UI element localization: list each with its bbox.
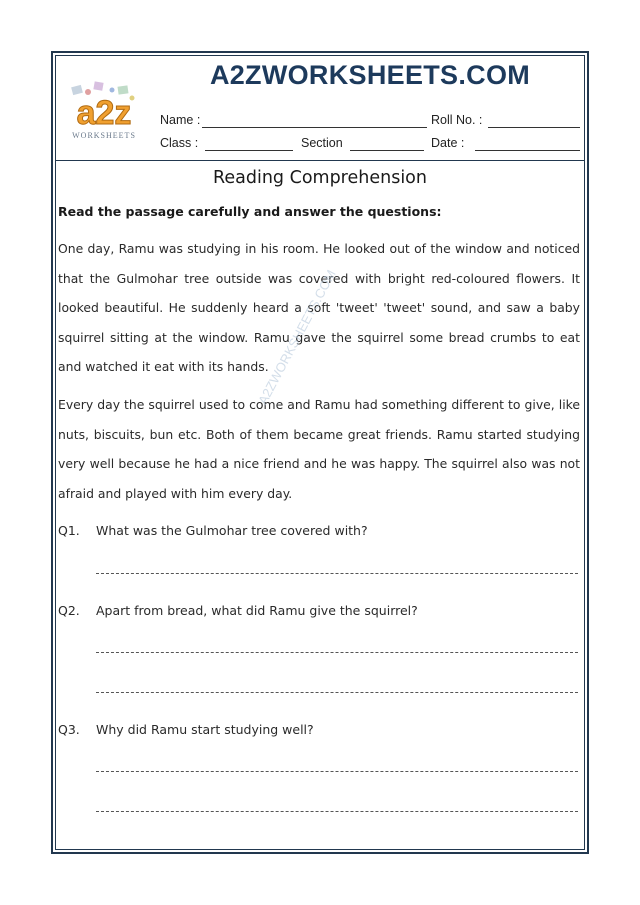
date-label: Date : xyxy=(431,136,465,150)
passage-paragraph-1: One day, Ramu was studying in his room. He looked out of the window and noticed that the Gulmohar tree outside was covered with bright red-coloured flowers. It looked beautiful. He suddenly heard a soft 'tweet' 'tweet' sound, and saw a baby squirrel sitting at the window. Ramu gave the squirrel some bread crumbs to eat and watched it eat with its hands. xyxy=(58,241,580,375)
fields-row-1 xyxy=(160,113,582,131)
roll-no-field[interactable] xyxy=(488,127,580,128)
class-field[interactable] xyxy=(205,150,293,151)
class-label: Class : xyxy=(160,136,199,150)
logo-subtext: WORKSHEETS xyxy=(72,131,136,140)
logo xyxy=(60,80,148,142)
logo-text: a2z xyxy=(76,94,132,132)
passage-paragraph-2: Every day the squirrel used to come and Ramu had something different to give, like nuts, biscuits, bun etc. Both of them became great friends. Ramu started studying very well because he had a nice friend and he was happy. The squirrel also was not afraid and played with him every day. xyxy=(58,397,580,501)
answer-line[interactable] xyxy=(96,811,578,812)
section-field[interactable] xyxy=(350,150,424,151)
date-field[interactable] xyxy=(475,150,580,151)
instructions: Read the passage carefully and answer the questions: xyxy=(58,204,442,219)
name-label: Name : xyxy=(160,113,201,127)
roll-no-label: Roll No. : xyxy=(431,113,483,127)
question-number: Q2. xyxy=(58,603,80,618)
question-text: What was the Gulmohar tree covered with? xyxy=(96,523,368,538)
question-text: Apart from bread, what did Ramu give the squirrel? xyxy=(96,603,418,618)
answer-line[interactable] xyxy=(96,692,578,693)
question-number: Q1. xyxy=(58,523,80,538)
header-divider xyxy=(55,160,585,161)
section-label: Section xyxy=(301,136,343,150)
question-text: Why did Ramu start studying well? xyxy=(96,722,314,737)
watermark: A2ZWORKSHEETS.COM xyxy=(255,267,339,408)
name-field[interactable] xyxy=(202,127,427,128)
sheet-heading: Reading Comprehension xyxy=(213,168,427,188)
answer-line[interactable] xyxy=(96,573,578,574)
site-title: A2ZWORKSHEETS.COM xyxy=(209,60,531,90)
answer-line[interactable] xyxy=(96,771,578,772)
question-number: Q3. xyxy=(58,722,80,737)
answer-line[interactable] xyxy=(96,652,578,653)
fields-row-2 xyxy=(160,136,582,154)
